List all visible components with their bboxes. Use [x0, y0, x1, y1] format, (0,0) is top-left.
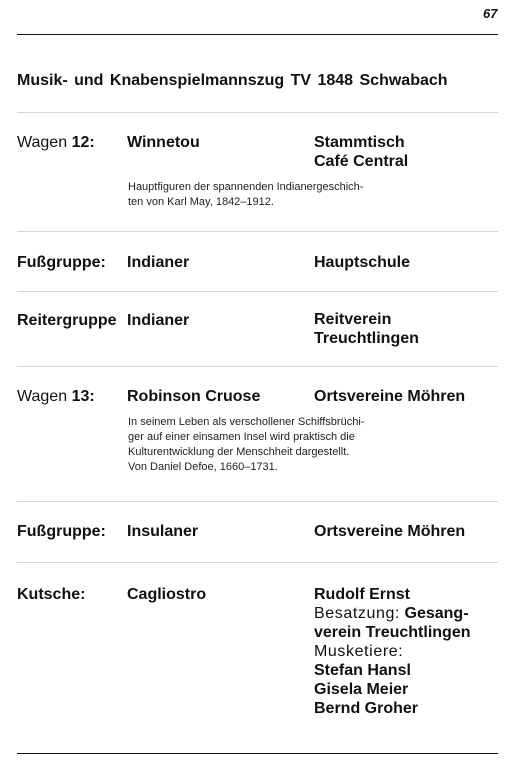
entry-label: Fußgruppe: — [17, 254, 106, 271]
crew-value: Gesang- — [404, 605, 469, 622]
entry-description — [128, 415, 364, 475]
entry-name: Robinson Cruose — [127, 388, 261, 405]
description-line: Kulturentwicklung der Menschheit dargestellt. — [128, 446, 350, 458]
entry-label: Fußgruppe: — [17, 523, 106, 540]
group-line: Treuchtlingen — [314, 330, 419, 347]
musketeer-name: Stefan Hansl — [314, 662, 411, 679]
entry-group — [314, 387, 465, 406]
entry-group — [314, 133, 408, 171]
musketeer-name: Gisela Meier — [314, 681, 409, 698]
group-line: Ortsvereine Möhren — [314, 523, 466, 540]
description-line: In seinem Leben als verschollener Schiffsbrüchi- — [128, 416, 365, 428]
separator — [17, 366, 498, 367]
group-line: verein Treuchtlingen — [314, 624, 471, 641]
entry-name: Winnetou — [127, 134, 200, 151]
section-title: Musik- und Knabenspielmannszug TV 1848 Schwabach — [17, 72, 448, 89]
description-line: ten von Karl May, 1842–1912. — [128, 196, 274, 208]
entry-label: Kutsche: — [17, 586, 86, 603]
group-line: Stammtisch — [314, 134, 405, 151]
entry-name: Insulaner — [127, 523, 199, 540]
entry-name: Cagliostro — [127, 586, 207, 603]
entry-label — [17, 388, 95, 406]
top-rule — [17, 34, 498, 35]
group-line: Ortsvereine Möhren — [314, 388, 466, 405]
group-line: Rudolf Ernst — [314, 586, 410, 603]
entry-label-number: 13: — [71, 388, 95, 405]
group-line: Reitverein — [314, 311, 392, 328]
description-line: Hauptfiguren der spannenden Indianergeschich- — [128, 181, 364, 193]
entry-group — [314, 585, 470, 718]
entry-label-prefix: Wagen — [17, 388, 68, 405]
entry-group — [314, 310, 419, 348]
entry-name: Indianer — [127, 254, 190, 271]
separator — [17, 231, 498, 232]
entry-label: Reitergruppe — [17, 312, 117, 329]
entry-label-number: 12: — [71, 134, 95, 151]
separator — [17, 501, 498, 502]
entry-description — [128, 180, 363, 210]
group-line: Hauptschule — [314, 254, 411, 271]
entry-group — [314, 253, 410, 272]
description-line: Von Daniel Defoe, 1660–1731. — [128, 461, 278, 473]
description-line: ger auf einer einsamen Insel wird praktisch die — [128, 431, 355, 443]
musketeer-name: Bernd Groher — [314, 700, 419, 717]
separator — [17, 291, 498, 292]
musketeers-label: Musketiere: — [314, 643, 404, 660]
entry-label-prefix: Wagen — [17, 134, 68, 151]
crew-line — [314, 604, 470, 623]
page-number: 67 — [483, 6, 498, 21]
separator — [17, 562, 498, 563]
entry-label — [17, 134, 95, 152]
entry-group — [314, 522, 465, 541]
entry-name: Indianer — [127, 312, 190, 329]
group-line: Café Central — [314, 153, 409, 170]
crew-label: Besatzung: — [314, 605, 401, 622]
bottom-rule — [17, 753, 498, 754]
separator — [17, 112, 498, 113]
